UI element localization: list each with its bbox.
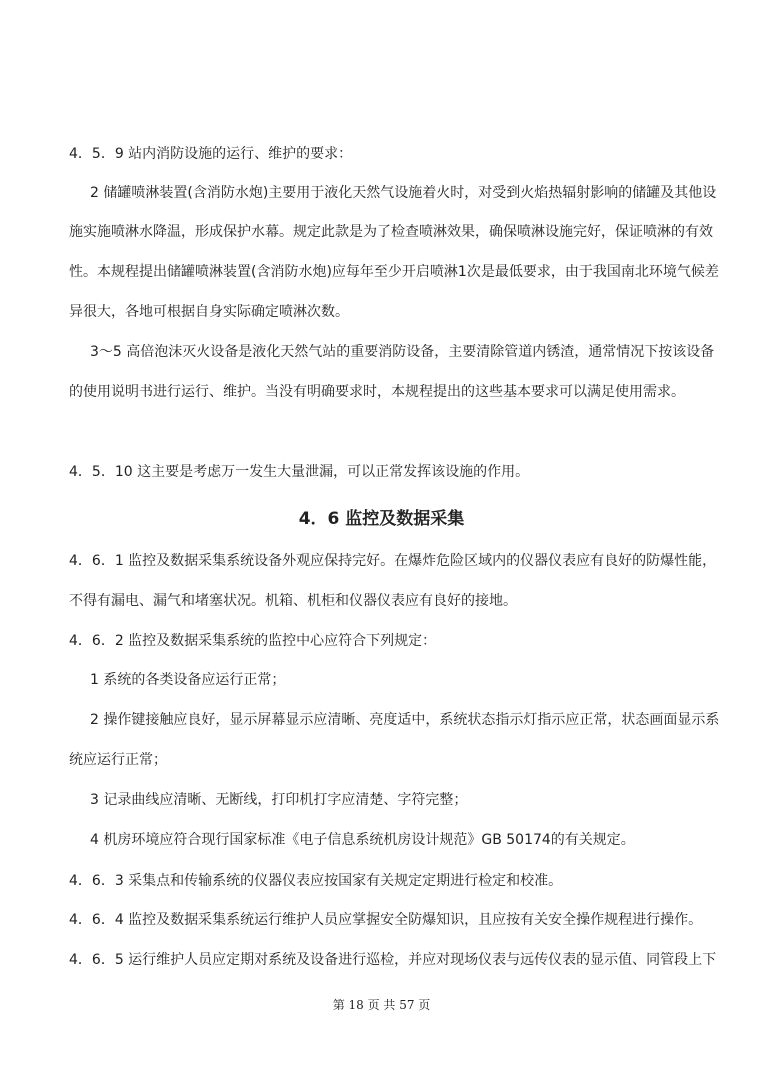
clause-text-line: 2 储罐喷淋装置(含消防水炮)主要用于液化天然气设施着火时，对受到火焰热辐射影响的储罐及其他设 — [90, 185, 717, 201]
clause-4-6-3: 4．6．3 采集点和传输系统的仪器仪表应按国家有关规定定期进行检定和校准。 — [69, 873, 563, 889]
section-heading: 4．6 监控及数据采集 — [298, 509, 465, 529]
clause-text-line: 施实施喷淋水降温，形成保护水幕。规定此款是为了检查喷淋效果，确保喷淋设施完好，保证喷淋的有效 — [69, 224, 713, 240]
page-footer: 第 18 页 共 57 页 — [332, 998, 431, 1012]
list-item: 4 机房环境应符合现行国家标准《电子信息系统机房设计规范》GB 50174的有关规定。 — [90, 832, 635, 848]
clause-4-6-2: 4．6．2 监控及数据采集系统的监控中心应符合下列规定： — [69, 633, 437, 649]
clause-text-line: 异很大，各地可根据自身实际确定喷淋次数。 — [69, 304, 349, 320]
list-item: 2 操作键接触应良好，显示屏幕显示应清晰、亮度适中，系统状态指示灯指示应正常，状态画面显示系 — [90, 712, 720, 728]
clause-4-6-1: 4．6．1 监控及数据采集系统设备外观应保持完好。在爆炸危险区域内的仪器仪表应有良好的防爆性能， — [69, 553, 717, 569]
clause-4-6-4: 4．6．4 监控及数据采集系统运行维护人员应掌握安全防爆知识，且应按有关安全操作规程进行操作。 — [69, 912, 703, 928]
clause-4-6-5: 4．6．5 运行维护人员应定期对系统及设备进行巡检，并应对现场仪表与远传仪表的显示值、同管段上下 — [69, 952, 717, 968]
clause-4-5-10: 4．5．10 这主要是考虑万一发生大量泄漏，可以正常发挥该设施的作用。 — [69, 464, 530, 480]
clause-text-line: 的使用说明书进行运行、维护。当没有明确要求时，本规程提出的这些基本要求可以满足使用需求。 — [69, 384, 685, 400]
clause-text-line: 统应运行正常； — [69, 752, 167, 768]
clause-text-line: 3～5 高倍泡沫灭火设备是液化天然气站的重要消防设备，主要清除管道内锈渣，通常情况下按该设备 — [90, 344, 715, 360]
list-item: 1 系统的各类设备应运行正常； — [90, 672, 286, 688]
clause-text-line: 不得有漏电、漏气和堵塞状况。机箱、机柜和仪器仪表应有良好的接地。 — [69, 593, 517, 609]
list-item: 3 记录曲线应清晰、无断线，打印机打字应清楚、字符完整； — [90, 792, 468, 808]
clause-4-5-9-title: 4．5．9 站内消防设施的运行、维护的要求： — [69, 146, 353, 162]
clause-text-line: 性。本规程提出储罐喷淋装置(含消防水炮)应每年至少开启喷淋1次是最低要求，由于我国南北环境气候差 — [69, 264, 719, 280]
